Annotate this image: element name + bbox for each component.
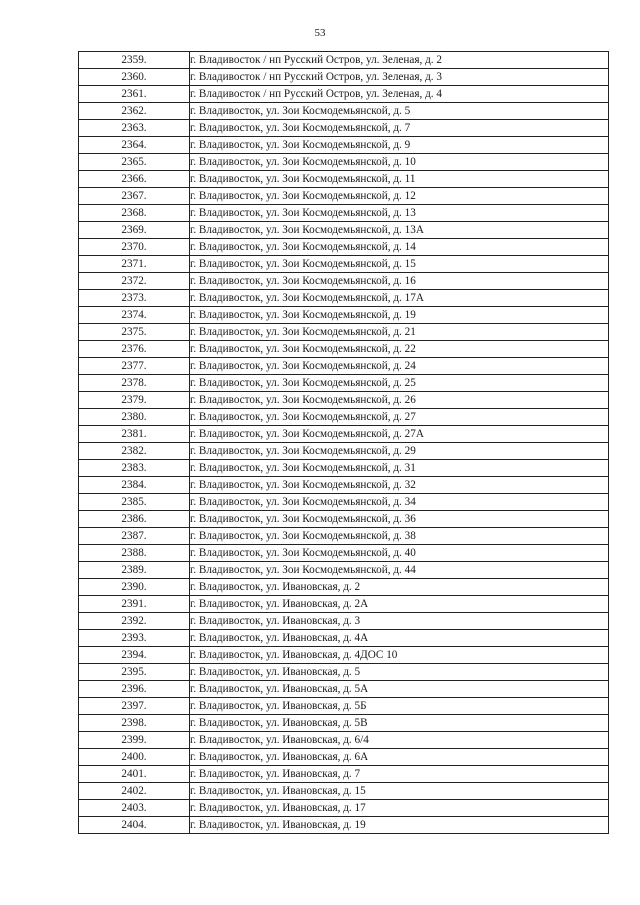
row-number-cell: 2399.	[79, 732, 190, 749]
address-cell: г. Владивосток, ул. Ивановская, д. 19	[190, 817, 609, 834]
table-row	[79, 52, 609, 69]
address-cell: г. Владивосток, ул. Ивановская, д. 5	[190, 664, 609, 681]
address-cell: г. Владивосток, ул. Зои Космодемьянской, д. 26	[190, 392, 609, 409]
row-number-cell: 2375.	[79, 324, 190, 341]
table-row	[79, 477, 609, 494]
row-number-cell: 2359.	[79, 52, 190, 69]
table-row	[79, 154, 609, 171]
row-number-cell: 2361.	[79, 86, 190, 103]
table-row	[79, 307, 609, 324]
address-cell: г. Владивосток, ул. Зои Космодемьянской, д. 5	[190, 103, 609, 120]
row-number-cell: 2392.	[79, 613, 190, 630]
table-row	[79, 766, 609, 783]
address-cell: г. Владивосток, ул. Зои Космодемьянской, д. 7	[190, 120, 609, 137]
row-number-cell: 2400.	[79, 749, 190, 766]
table-row	[79, 545, 609, 562]
row-number-cell: 2370.	[79, 239, 190, 256]
row-number-cell: 2391.	[79, 596, 190, 613]
table-row	[79, 69, 609, 86]
table-row	[79, 443, 609, 460]
row-number-cell: 2374.	[79, 307, 190, 324]
row-number-cell: 2379.	[79, 392, 190, 409]
address-cell: г. Владивосток, ул. Зои Космодемьянской, д. 25	[190, 375, 609, 392]
row-number-cell: 2369.	[79, 222, 190, 239]
table-row	[79, 324, 609, 341]
row-number-cell: 2384.	[79, 477, 190, 494]
row-number-cell: 2387.	[79, 528, 190, 545]
table-row	[79, 562, 609, 579]
address-cell: г. Владивосток, ул. Зои Космодемьянской, д. 40	[190, 545, 609, 562]
row-number-cell: 2363.	[79, 120, 190, 137]
address-cell: г. Владивосток, ул. Зои Космодемьянской, д. 12	[190, 188, 609, 205]
table-row	[79, 120, 609, 137]
address-cell: г. Владивосток, ул. Зои Космодемьянской, д. 27	[190, 409, 609, 426]
page-number: 53	[314, 27, 326, 39]
row-number-cell: 2383.	[79, 460, 190, 477]
table-row	[79, 715, 609, 732]
table-row	[79, 783, 609, 800]
address-cell: г. Владивосток, ул. Зои Космодемьянской, д. 14	[190, 239, 609, 256]
row-number-cell: 2381.	[79, 426, 190, 443]
table-row	[79, 749, 609, 766]
address-cell: г. Владивосток, ул. Зои Космодемьянской, д. 27А	[190, 426, 609, 443]
row-number-cell: 2397.	[79, 698, 190, 715]
row-number-cell: 2396.	[79, 681, 190, 698]
table-row	[79, 817, 609, 834]
table-row	[79, 103, 609, 120]
address-cell: г. Владивосток, ул. Зои Космодемьянской, д. 19	[190, 307, 609, 324]
table-row	[79, 596, 609, 613]
row-number-cell: 2394.	[79, 647, 190, 664]
table-row	[79, 290, 609, 307]
row-number-cell: 2378.	[79, 375, 190, 392]
row-number-cell: 2376.	[79, 341, 190, 358]
address-cell: г. Владивосток, ул. Зои Космодемьянской, д. 36	[190, 511, 609, 528]
row-number-cell: 2360.	[79, 69, 190, 86]
row-number-cell: 2401.	[79, 766, 190, 783]
row-number-cell: 2385.	[79, 494, 190, 511]
row-number-cell: 2377.	[79, 358, 190, 375]
row-number-cell: 2368.	[79, 205, 190, 222]
address-cell: г. Владивосток, ул. Зои Космодемьянской, д. 44	[190, 562, 609, 579]
address-cell: г. Владивосток, ул. Зои Космодемьянской, д. 32	[190, 477, 609, 494]
table-row	[79, 494, 609, 511]
table-row	[79, 256, 609, 273]
address-cell: г. Владивосток, ул. Ивановская, д. 5Б	[190, 698, 609, 715]
table-row	[79, 341, 609, 358]
table-row	[79, 222, 609, 239]
table-row	[79, 273, 609, 290]
table-row	[79, 698, 609, 715]
table-row	[79, 511, 609, 528]
table-row	[79, 392, 609, 409]
address-cell: г. Владивосток, ул. Ивановская, д. 4А	[190, 630, 609, 647]
address-cell: г. Владивосток, ул. Ивановская, д. 5А	[190, 681, 609, 698]
address-cell: г. Владивосток, ул. Ивановская, д. 2	[190, 579, 609, 596]
table-row	[79, 732, 609, 749]
row-number-cell: 2389.	[79, 562, 190, 579]
row-number-cell: 2395.	[79, 664, 190, 681]
address-cell: г. Владивосток, ул. Зои Космодемьянской, д. 15	[190, 256, 609, 273]
address-cell: г. Владивосток, ул. Ивановская, д. 15	[190, 783, 609, 800]
row-number-cell: 2404.	[79, 817, 190, 834]
address-cell: г. Владивосток, ул. Зои Космодемьянской, д. 11	[190, 171, 609, 188]
table-row	[79, 664, 609, 681]
address-cell: г. Владивосток, ул. Зои Космодемьянской, д. 16	[190, 273, 609, 290]
table-row	[79, 375, 609, 392]
table-row	[79, 137, 609, 154]
address-cell: г. Владивосток, ул. Ивановская, д. 7	[190, 766, 609, 783]
table-row	[79, 205, 609, 222]
row-number-cell: 2362.	[79, 103, 190, 120]
row-number-cell: 2372.	[79, 273, 190, 290]
address-cell: г. Владивосток / нп Русский Остров, ул. Зеленая, д. 3	[190, 69, 609, 86]
address-cell: г. Владивосток, ул. Зои Космодемьянской, д. 22	[190, 341, 609, 358]
address-cell: г. Владивосток, ул. Зои Космодемьянской, д. 21	[190, 324, 609, 341]
address-cell: г. Владивосток / нп Русский Остров, ул. Зеленая, д. 4	[190, 86, 609, 103]
address-cell: г. Владивосток, ул. Зои Космодемьянской, д. 24	[190, 358, 609, 375]
table-row	[79, 460, 609, 477]
table-row	[79, 800, 609, 817]
table-row	[79, 528, 609, 545]
row-number-cell: 2402.	[79, 783, 190, 800]
table-row	[79, 239, 609, 256]
row-number-cell: 2398.	[79, 715, 190, 732]
address-cell: г. Владивосток, ул. Зои Космодемьянской, д. 38	[190, 528, 609, 545]
address-cell: г. Владивосток, ул. Зои Космодемьянской, д. 13А	[190, 222, 609, 239]
row-number-cell: 2367.	[79, 188, 190, 205]
table-row	[79, 188, 609, 205]
row-number-cell: 2393.	[79, 630, 190, 647]
address-cell: г. Владивосток, ул. Ивановская, д. 4ДОС 10	[190, 647, 609, 664]
table-row	[79, 171, 609, 188]
address-cell: г. Владивосток, ул. Ивановская, д. 3	[190, 613, 609, 630]
address-cell: г. Владивосток, ул. Зои Космодемьянской, д. 29	[190, 443, 609, 460]
row-number-cell: 2364.	[79, 137, 190, 154]
address-table-body	[79, 52, 609, 834]
row-number-cell: 2386.	[79, 511, 190, 528]
row-number-cell: 2373.	[79, 290, 190, 307]
address-cell: г. Владивосток, ул. Зои Космодемьянской, д. 13	[190, 205, 609, 222]
address-cell: г. Владивосток, ул. Ивановская, д. 6/4	[190, 732, 609, 749]
address-table	[78, 51, 609, 834]
table-row	[79, 579, 609, 596]
address-cell: г. Владивосток, ул. Ивановская, д. 5В	[190, 715, 609, 732]
table-row	[79, 613, 609, 630]
address-cell: г. Владивосток / нп Русский Остров, ул. Зеленая, д. 2	[190, 52, 609, 69]
row-number-cell: 2366.	[79, 171, 190, 188]
address-cell: г. Владивосток, ул. Зои Космодемьянской, д. 17А	[190, 290, 609, 307]
row-number-cell: 2371.	[79, 256, 190, 273]
address-cell: г. Владивосток, ул. Зои Космодемьянской, д. 31	[190, 460, 609, 477]
table-row	[79, 681, 609, 698]
table-row	[79, 630, 609, 647]
address-cell: г. Владивосток, ул. Ивановская, д. 6А	[190, 749, 609, 766]
address-cell: г. Владивосток, ул. Ивановская, д. 17	[190, 800, 609, 817]
row-number-cell: 2388.	[79, 545, 190, 562]
address-cell: г. Владивосток, ул. Зои Космодемьянской, д. 10	[190, 154, 609, 171]
address-cell: г. Владивосток, ул. Зои Космодемьянской, д. 9	[190, 137, 609, 154]
row-number-cell: 2390.	[79, 579, 190, 596]
table-row	[79, 409, 609, 426]
table-row	[79, 647, 609, 664]
address-cell: г. Владивосток, ул. Ивановская, д. 2А	[190, 596, 609, 613]
row-number-cell: 2403.	[79, 800, 190, 817]
row-number-cell: 2382.	[79, 443, 190, 460]
table-row	[79, 426, 609, 443]
address-cell: г. Владивосток, ул. Зои Космодемьянской, д. 34	[190, 494, 609, 511]
table-row	[79, 358, 609, 375]
row-number-cell: 2365.	[79, 154, 190, 171]
table-row	[79, 86, 609, 103]
row-number-cell: 2380.	[79, 409, 190, 426]
